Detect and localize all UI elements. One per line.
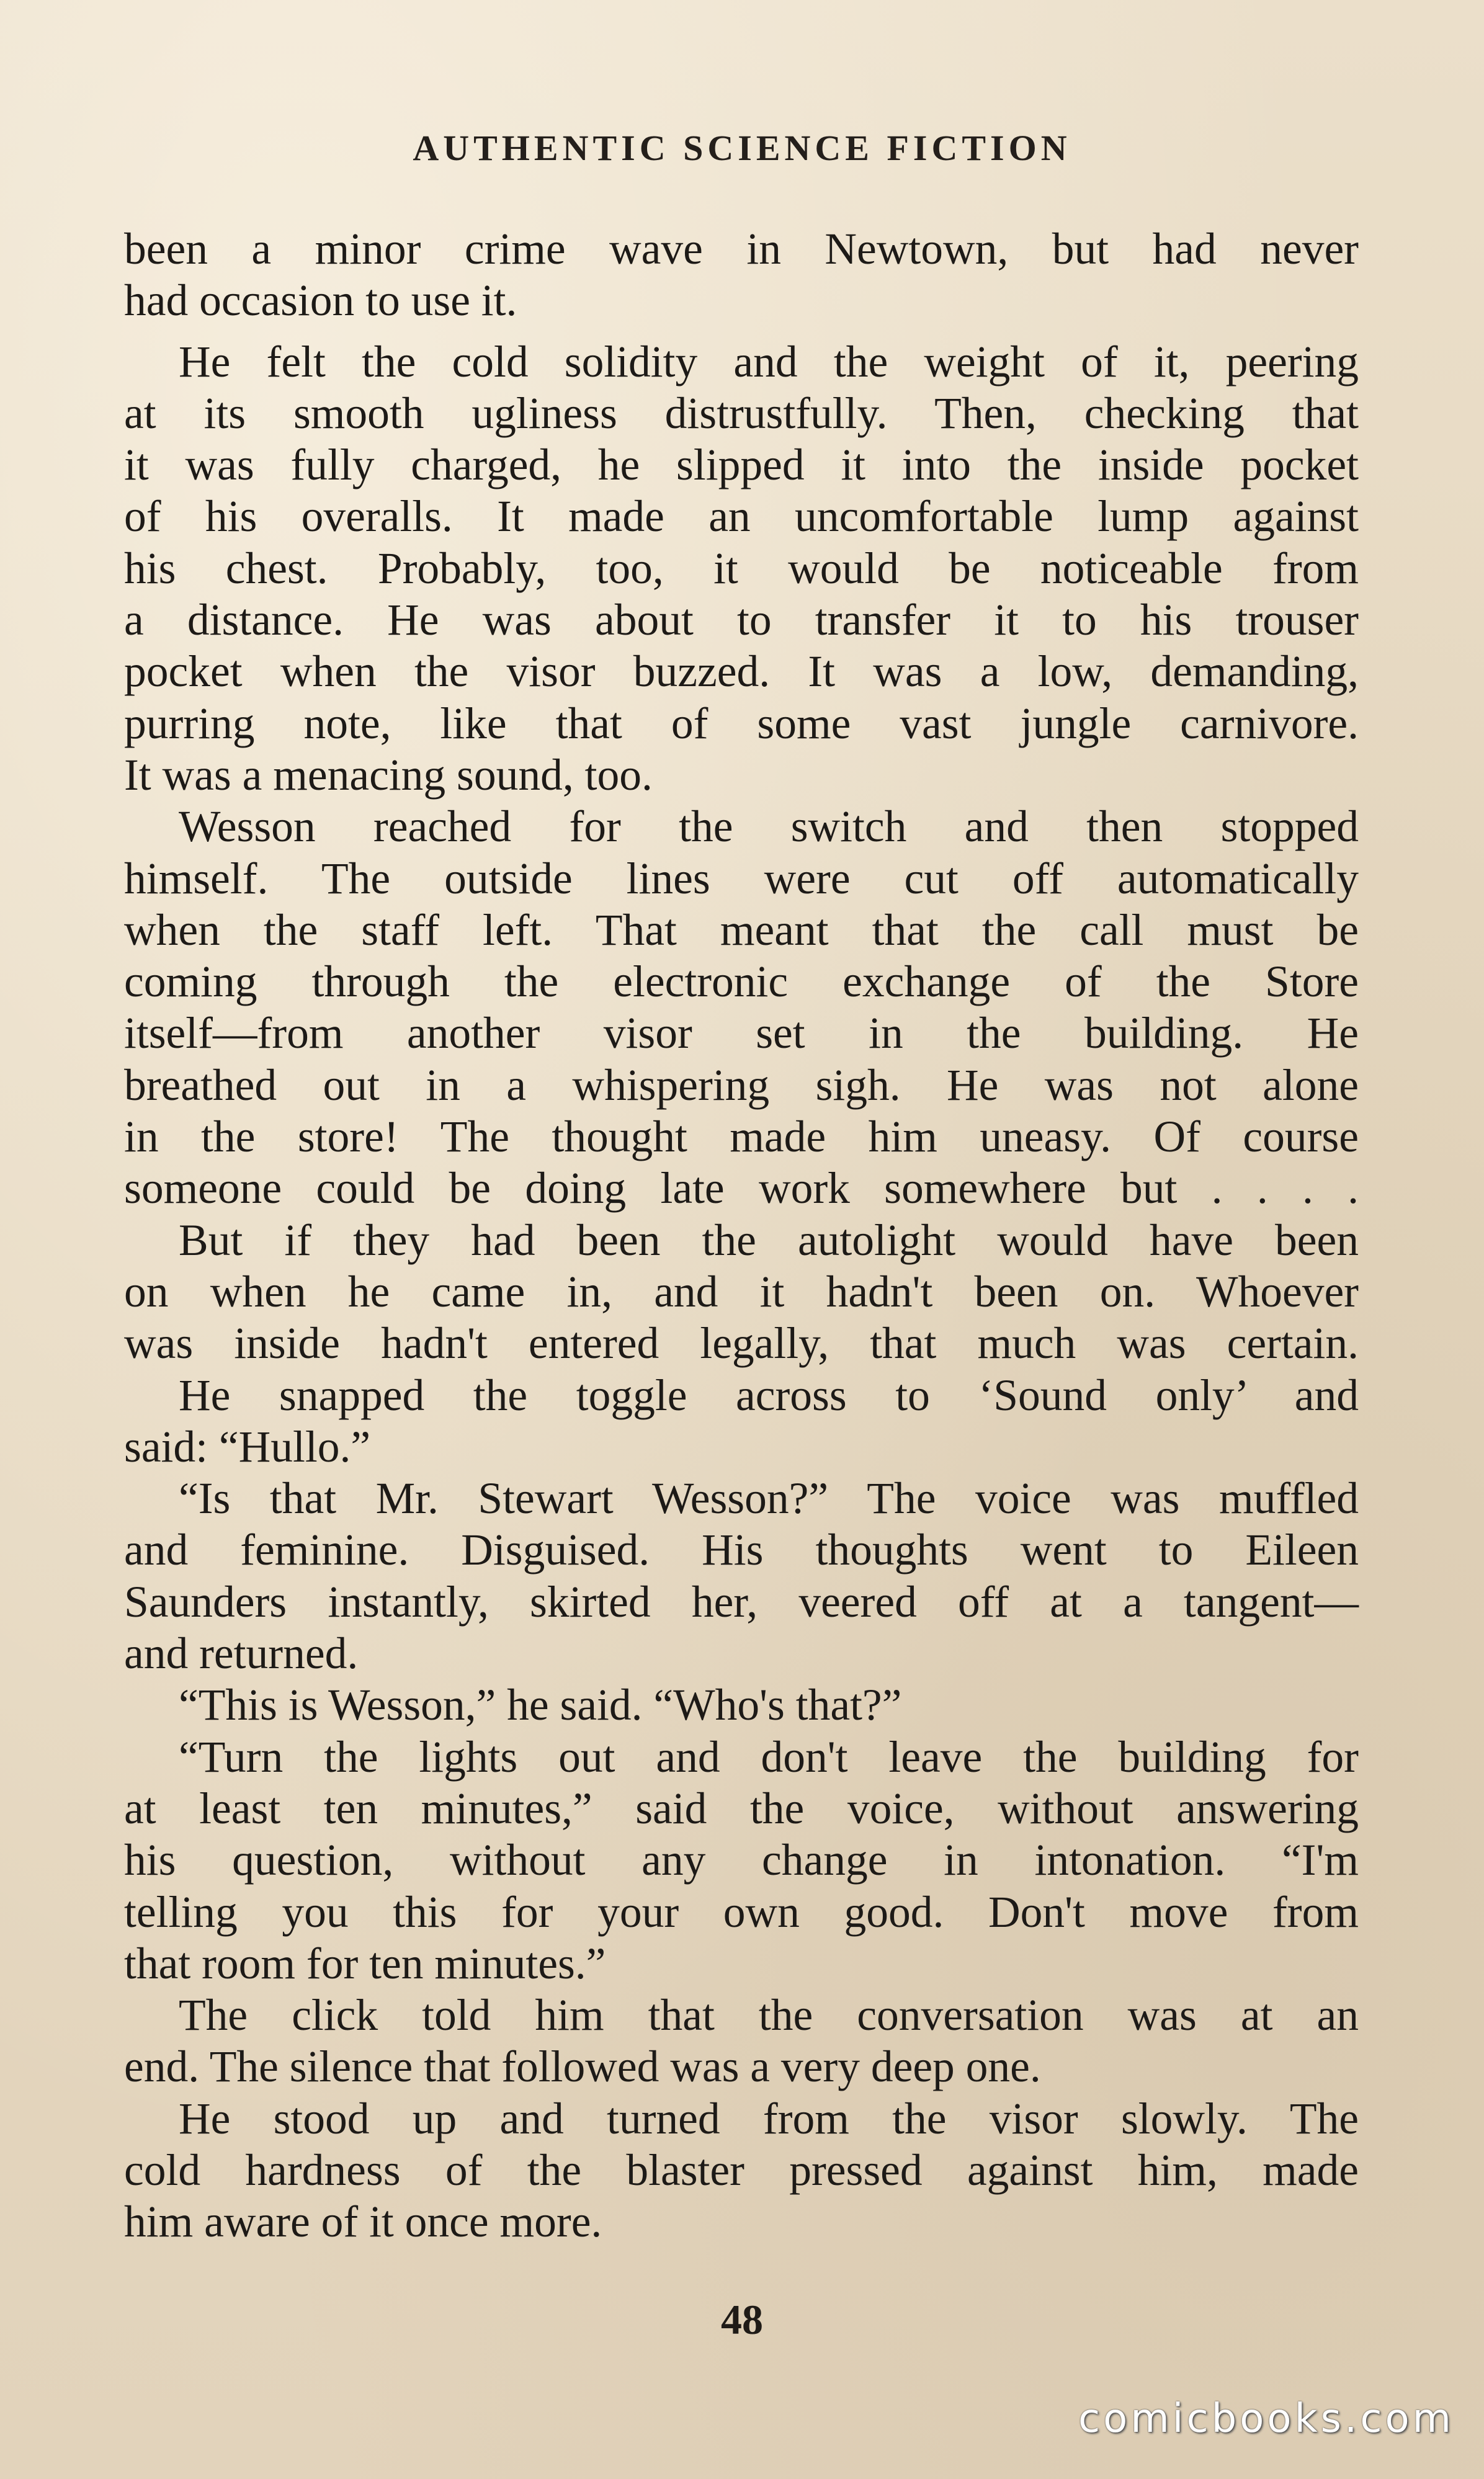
watermark: comicbooks.com [1078,2396,1454,2442]
paragraph [124,1473,1359,1679]
text-line: telling you this for your own good. Don't move from [124,1887,1359,1937]
text-line: “Is that Mr. Stewart Wesson?” The voice was muffled [179,1474,1359,1524]
text-line: “This is Wesson,” he said. “Who's that?” [179,1681,902,1730]
paragraph [124,1990,1359,2093]
running-head: AUTHENTIC SCIENCE FICTION [413,128,1071,168]
text-line: But if they had been the autolight would have been [179,1215,1359,1265]
text-line: itself—from another visor set in the building. He [124,1009,1359,1058]
text-line: Wesson reached for the switch and then stopped [179,802,1359,852]
paragraph [124,336,1359,802]
body-text [124,223,1359,2248]
text-line: “Turn the lights out and don't leave the building for [179,1732,1359,1782]
paragraph [124,1731,1359,1990]
text-line: himself. The outside lines were cut off automatically [124,854,1359,903]
text-line: that room for ten minutes.” [124,1939,606,1988]
text-line: a distance. He was about to transfer it to his trouser [124,596,1359,645]
paragraph [124,2093,1359,2248]
text-line: at its smooth ugliness distrustfully. Then, checking that [124,388,1359,438]
text-line: someone could be doing late work somewhere but . . . . [124,1164,1359,1213]
text-line: It was a menacing sound, too. [124,750,653,800]
text-line: pocket when the visor buzzed. It was a low, demanding, [124,647,1359,697]
text-line: been a minor crime wave in Newtown, but had never [124,225,1359,274]
text-line: and returned. [124,1629,359,1679]
paragraph [124,801,1359,1214]
paragraph [124,1679,1359,1731]
text-line: end. The silence that followed was a very deep one. [124,2042,1041,2092]
text-line: cold hardness of the blaster pressed against him, made [124,2145,1359,2195]
text-line: him aware of it once more. [124,2197,602,2247]
paragraph [124,223,1359,327]
page-number: 48 [721,2296,763,2343]
paragraph [124,1370,1359,1473]
text-line: purring note, like that of some vast jungle carnivore. [124,699,1359,748]
text-line: his question, without any change in intonation. “I'm [124,1836,1359,1885]
text-line: Saunders instantly, skirted her, veered off at a tangent— [124,1577,1359,1627]
text-line: He snapped the toggle across to ‘Sound only’ and [179,1370,1359,1420]
text-line: was inside hadn't entered legally, that much was certain. [124,1319,1359,1369]
text-line: coming through the electronic exchange of the Store [124,957,1359,1007]
text-line: his chest. Probably, too, it would be noticeable from [124,543,1359,593]
text-line: and feminine. Disguised. His thoughts went to Eileen [124,1525,1359,1575]
text-line: breathed out in a whispering sigh. He was not alone [124,1060,1359,1110]
text-line: in the store! The thought made him uneasy. Of course [124,1112,1359,1162]
text-line: on when he came in, and it hadn't been on. Whoever [124,1267,1359,1316]
text-line: when the staff left. That meant that the call must be [124,905,1359,955]
text-line: He felt the cold solidity and the weight of it, peering [179,337,1359,386]
text-line: of his overalls. It made an uncomfortable lump against [124,492,1359,542]
text-line: said: “Hullo.” [124,1422,371,1472]
text-line: it was fully charged, he slipped it into the inside pocket [124,440,1359,490]
text-line: at least ten minutes,” said the voice, without answering [124,1784,1359,1833]
text-line: The click told him that the conversation was at an [179,1991,1359,2040]
text-line: He stood up and turned from the visor slowly. The [179,2094,1359,2143]
paragraph [124,1215,1359,1370]
text-line: had occasion to use it. [124,276,517,326]
